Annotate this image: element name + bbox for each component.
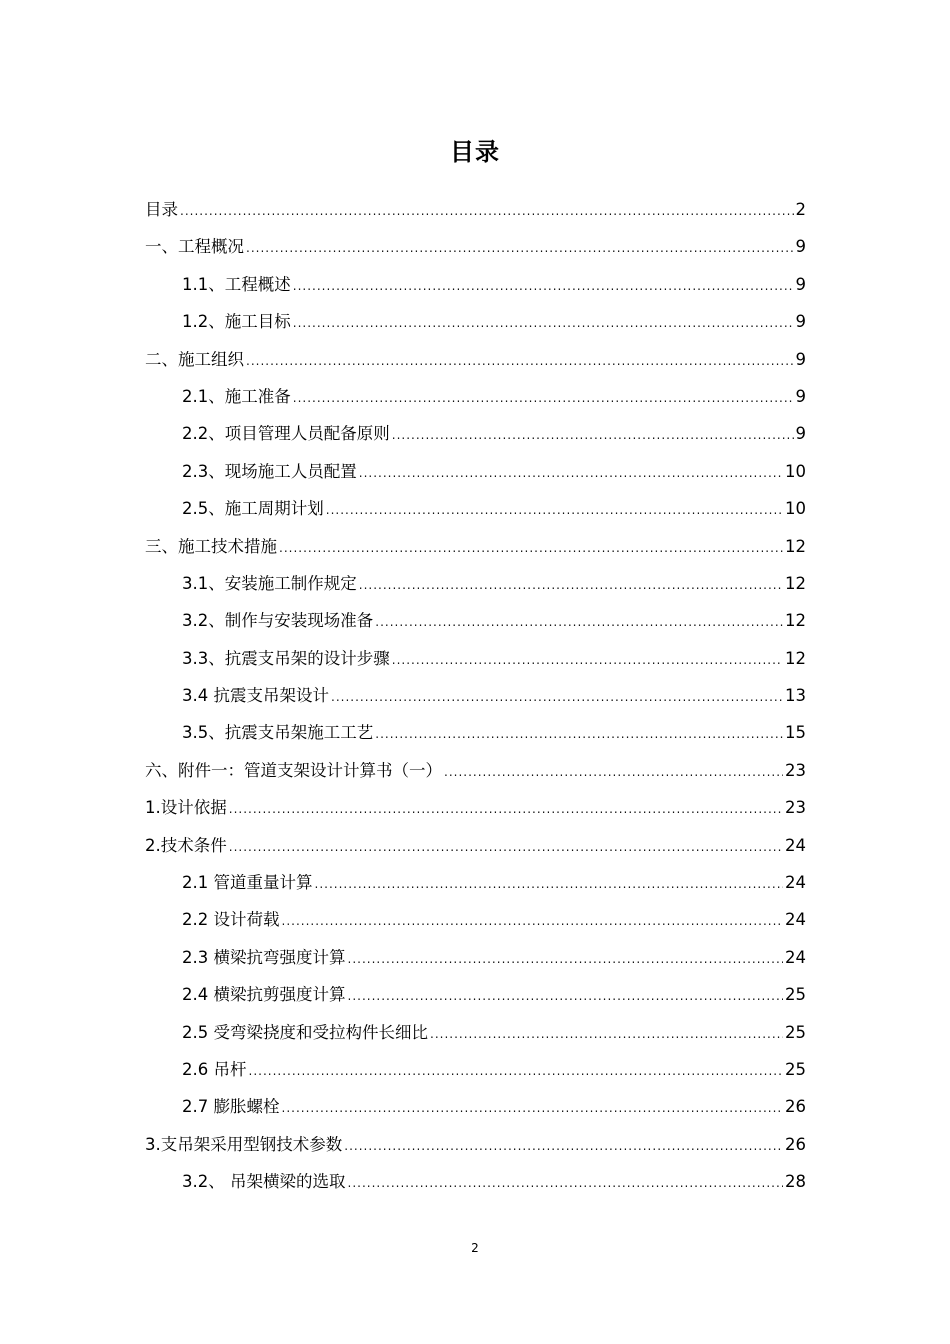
toc-entry-label: 3.1、安装施工制作规定 [182,573,357,593]
toc-dot-leader [392,653,783,667]
page-number: 2 [471,1241,479,1255]
toc-entry[interactable] [145,981,806,1018]
toc-dot-leader [246,241,794,255]
toc-entry[interactable] [145,869,806,906]
toc-dot-leader [392,428,794,442]
toc-entry-label: 一、工程概况 [145,237,244,257]
toc-dot-leader [249,1064,784,1078]
toc-entry[interactable] [145,233,806,270]
toc-entry-label: 1.2、施工目标 [182,312,291,332]
toc-entry-label: 3.3、抗震支吊架的设计步骤 [182,648,390,668]
toc-dot-leader [444,765,783,779]
toc-entry-label: 3.2、 吊架横梁的选取 [182,1172,346,1192]
toc-dot-leader [180,204,794,218]
toc-dot-leader [279,541,783,555]
toc-entry-label: 2.4 横梁抗剪强度计算 [182,985,346,1005]
toc-entry[interactable] [145,346,806,383]
toc-entry[interactable] [145,1131,806,1168]
toc-dot-leader [293,316,794,330]
toc-dot-leader [229,840,783,854]
toc-entry-label: 3.2、制作与安装现场准备 [182,611,374,631]
toc-entry-label: 2.5、施工周期计划 [182,499,324,519]
toc-entry-page: 10 [785,461,806,481]
toc-entry-page: 12 [785,536,806,556]
toc-entry-page: 12 [785,573,806,593]
toc-dot-leader [229,802,783,816]
toc-entry[interactable] [145,682,806,719]
toc-entry-page: 23 [785,798,806,818]
toc-entry[interactable] [145,271,806,308]
toc-entry-label: 2.5 受弯梁挠度和受拉构件长细比 [182,1022,428,1042]
toc-entry-label: 1.1、工程概述 [182,274,291,294]
toc-entry-label: 2.7 膨胀螺栓 [182,1097,280,1117]
toc-entry-label: 二、施工组织 [145,349,244,369]
toc-entry-label: 2.2 设计荷载 [182,910,280,930]
toc-entry-page: 24 [785,910,806,930]
toc-dot-leader [348,952,784,966]
toc-entry[interactable] [145,1056,806,1093]
toc-entry-page: 9 [795,274,806,294]
toc-entry[interactable] [145,533,806,570]
toc-entry[interactable] [145,196,806,233]
toc-entry[interactable] [145,794,806,831]
toc-entry[interactable] [145,420,806,457]
toc-entry-page: 9 [795,349,806,369]
toc-entry[interactable] [145,944,806,981]
toc-entry-label: 目录 [145,200,178,219]
toc-entry[interactable] [145,719,806,756]
toc-dot-leader [430,1027,783,1041]
toc-dot-leader [359,578,783,592]
toc-dot-leader [315,877,784,891]
toc-entry-page: 2 [795,200,806,219]
toc-dot-leader [331,690,783,704]
toc-dot-leader [326,503,783,517]
toc-dot-leader [348,1176,784,1190]
toc-dot-leader [348,989,784,1003]
toc-entry-page: 24 [785,835,806,855]
table-of-contents [145,196,806,1206]
toc-entry-label: 2.1、施工准备 [182,386,291,406]
toc-entry-label: 1.设计依据 [145,798,227,818]
toc-entry[interactable] [145,308,806,345]
toc-entry-label: 3.5、抗震支吊架施工工艺 [182,723,374,743]
toc-entry-page: 25 [785,1022,806,1042]
toc-entry-page: 28 [785,1172,806,1192]
toc-entry[interactable] [145,607,806,644]
toc-entry-page: 9 [795,312,806,332]
toc-entry[interactable] [145,495,806,532]
toc-entry-label: 三、施工技术措施 [145,536,277,556]
toc-entry[interactable] [145,1019,806,1056]
toc-entry-page: 25 [785,1059,806,1079]
toc-entry[interactable] [145,645,806,682]
toc-dot-leader [282,914,784,928]
toc-entry-label: 2.3 横梁抗弯强度计算 [182,947,346,967]
toc-entry-label: 2.技术条件 [145,835,227,855]
toc-entry-page: 26 [785,1097,806,1117]
toc-entry-page: 26 [785,1134,806,1154]
toc-dot-leader [375,727,783,741]
toc-entry-page: 24 [785,947,806,967]
toc-dot-leader [359,466,783,480]
toc-entry-page: 13 [785,686,806,706]
toc-entry-page: 9 [795,424,806,444]
toc-dot-leader [246,354,794,368]
toc-entry[interactable] [145,832,806,869]
toc-entry-label: 3.支吊架采用型钢技术参数 [145,1134,343,1154]
toc-dot-leader [293,279,794,293]
toc-entry[interactable] [145,906,806,943]
toc-entry-page: 23 [785,760,806,780]
toc-entry[interactable] [145,383,806,420]
toc-title: 目录 [450,138,500,166]
toc-entry-label: 六、附件一：管道支架设计计算书（一） [145,760,442,780]
toc-dot-leader [344,1139,783,1153]
toc-entry-page: 12 [785,611,806,631]
toc-entry-page: 9 [795,237,806,257]
toc-entry[interactable] [145,458,806,495]
toc-entry-label: 2.2、项目管理人员配备原则 [182,424,390,444]
toc-dot-leader [375,615,783,629]
toc-entry-label: 2.6 吊杆 [182,1059,247,1079]
toc-entry[interactable] [145,757,806,794]
toc-entry-page: 12 [785,648,806,668]
toc-entry-label: 2.1 管道重量计算 [182,873,313,893]
toc-entry-page: 25 [785,985,806,1005]
toc-entry[interactable] [145,1093,806,1130]
toc-entry-label: 2.3、现场施工人员配置 [182,461,357,481]
toc-dot-leader [293,391,794,405]
toc-dot-leader [282,1101,784,1115]
toc-entry[interactable] [145,1168,806,1205]
toc-entry-label: 3.4 抗震支吊架设计 [182,686,329,706]
toc-entry-page: 10 [785,499,806,519]
toc-entry[interactable] [145,570,806,607]
toc-entry-page: 15 [785,723,806,743]
toc-entry-page: 24 [785,873,806,893]
toc-entry-page: 9 [795,386,806,406]
